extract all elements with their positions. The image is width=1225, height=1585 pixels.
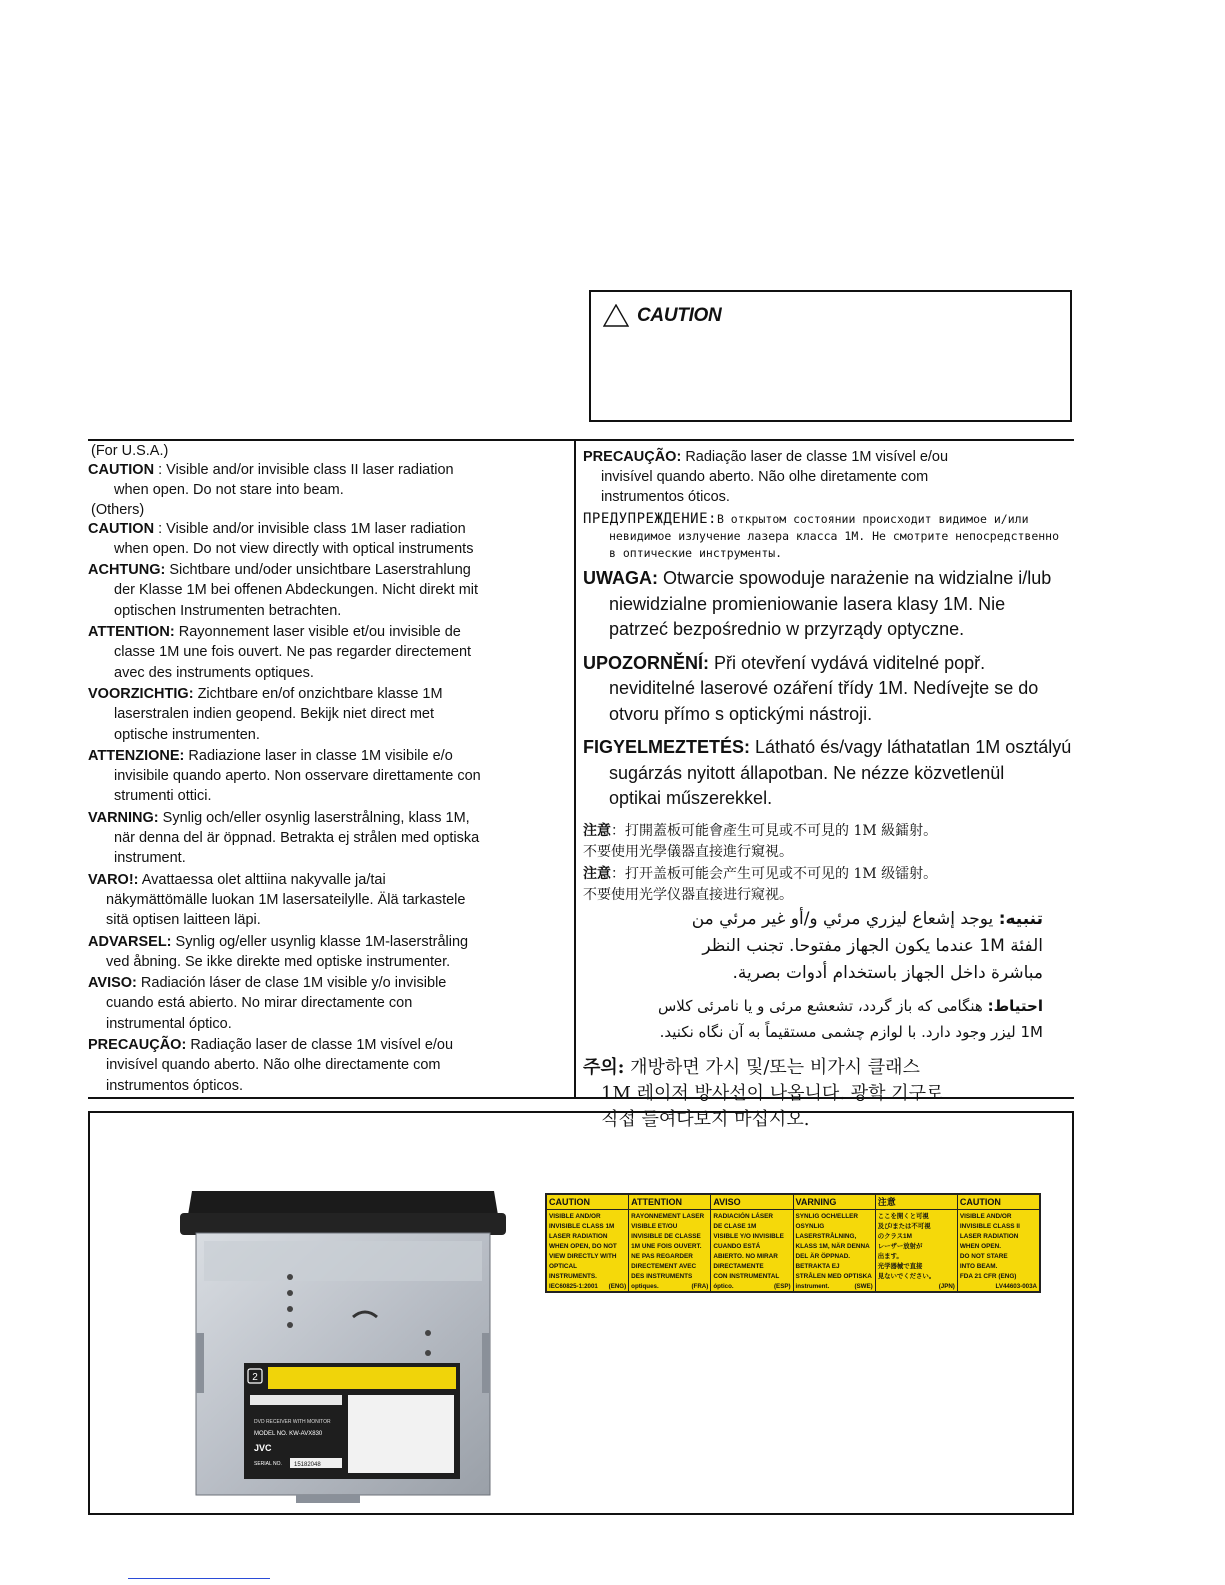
warning-label: UWAGA: xyxy=(583,568,658,588)
sticker-footer-left: optiques. xyxy=(631,1283,659,1290)
warning-text-line: 직접 들여다보지 마십시오. xyxy=(601,1108,810,1130)
warning-label: UPOZORNĚNÍ: xyxy=(583,652,709,673)
warning-text-line: when open. Do not stare into beam. xyxy=(114,482,344,499)
warning-entry xyxy=(583,447,1073,507)
warning-entry xyxy=(88,932,558,973)
warning-text-line: Visible and/or invisible class II laser radiation xyxy=(166,462,454,478)
warning-label: 주의: xyxy=(583,1056,625,1078)
warning-label: AVISO: xyxy=(88,975,137,992)
sticker-footer-right: (ENG) xyxy=(608,1283,627,1290)
warning-text-line: в оптические инструменты. xyxy=(609,546,783,560)
warning-text-line: instrument. xyxy=(114,850,186,867)
warning-text-line: sugárzás nyitott állapotban. Ne nézze közvetlenül xyxy=(609,762,1005,783)
warning-text-line: مباشرة داخل الجهاز باستخدام أدوات بصرية. xyxy=(732,962,1043,983)
warning-text-line: laserstralen indien geopend. Bekijk niet direct met xyxy=(114,706,434,723)
warning-entry xyxy=(583,993,1043,1045)
region-heading: (For U.S.A.) xyxy=(91,443,169,459)
table-column-divider xyxy=(574,439,576,1099)
warning-text-line: Radiazione laser in classe 1M visibile e/o xyxy=(188,747,453,764)
warning-text-line: optischen Instrumenten betrachten. xyxy=(114,602,342,619)
label-location-frame xyxy=(88,1111,1074,1515)
warning-text-line: Visible and/or invisible class 1M laser radiation xyxy=(166,520,466,537)
warning-label: CAUTION xyxy=(88,462,155,478)
warning-entry xyxy=(583,566,1073,643)
warning-separator: ： xyxy=(611,822,625,839)
warning-text-line: instrumental óptico. xyxy=(106,1015,232,1032)
warning-entry xyxy=(583,820,1073,842)
warning-entry xyxy=(88,808,558,869)
warning-separator: : xyxy=(154,520,167,537)
warning-entry xyxy=(583,906,1043,987)
warning-separator: : xyxy=(154,462,167,478)
warnings-left-column xyxy=(88,443,558,1097)
label-brand: JVC xyxy=(254,1443,272,1453)
warning-entry xyxy=(583,511,1073,562)
warning-label: ACHTUNG: xyxy=(88,562,166,579)
warning-entry xyxy=(583,863,1073,885)
label-badge: 2 xyxy=(252,1372,258,1383)
warning-entry xyxy=(583,735,1073,812)
warning-entry xyxy=(88,560,558,621)
warning-label: ATTENTION: xyxy=(88,624,175,641)
label-product: DVD RECEIVER WITH MONITOR xyxy=(254,1419,331,1425)
warning-label: VARO!: xyxy=(88,871,139,888)
warning-text-line: Radiación láser de clase 1M visible y/o invisible xyxy=(140,975,447,992)
table-top-rule xyxy=(88,439,1074,441)
warning-text-line: Rayonnement laser visible et/ou invisible de xyxy=(178,624,461,641)
sticker-footer xyxy=(796,1283,873,1290)
warning-entry xyxy=(88,684,558,745)
device-bottom-view xyxy=(178,1183,508,1505)
warning-label: تنبيه: xyxy=(998,908,1043,929)
sticker-heading: VARNING xyxy=(794,1196,875,1210)
sticker-footer-right: LV44603-003A xyxy=(995,1283,1038,1290)
sticker-footer xyxy=(960,1283,1037,1290)
footer-rule xyxy=(128,1578,270,1579)
sticker-text: VISIBLE AND/OR INVISIBLE CLASS II LASER RADIATION WHEN OPEN. DO NOT STARE INTO BEAM. FDA 21 CFR (ENG) xyxy=(959,1213,1020,1280)
sticker-panel xyxy=(794,1195,876,1291)
warning-label: PRECAUÇÃO: xyxy=(88,1037,187,1054)
warning-text-line: cuando está abierto. No mirar directamente con xyxy=(106,995,413,1012)
caution-title: CAUTION xyxy=(637,304,722,326)
warning-text-line: 개방하면 가시 및/또는 비가시 클래스 xyxy=(630,1056,920,1078)
warning-text-line: невидимое излучение лазера класса 1M. Не смотрите непосредственно xyxy=(609,529,1060,543)
warning-text-line: instrumentos ópticos. xyxy=(106,1077,244,1094)
sticker-footer-right: (SWE) xyxy=(854,1283,873,1290)
warning-entry xyxy=(88,519,558,560)
device-photo xyxy=(178,1183,508,1510)
warnings-right-column xyxy=(583,447,1073,1137)
caution-header-box xyxy=(589,290,1072,422)
sticker-footer-left: IEC60825-1:2001 xyxy=(549,1283,598,1290)
warning-text-line: Avattaessa olet alttiina nakyvalle ja/tai xyxy=(141,871,386,888)
warning-label: ПРЕДУПРЕЖДЕНИЕ: xyxy=(583,511,717,527)
warning-entry xyxy=(88,622,558,683)
warning-entry xyxy=(88,460,558,501)
sticker-footer xyxy=(549,1283,626,1290)
laser-warning-sticker xyxy=(545,1193,1041,1293)
warning-text-line: neviditelné laserové ozáření třídy 1M. Nedívejte se do xyxy=(609,678,1039,698)
sticker-text: ここを開くと可視 及び/または不可視 のクラス1M レーザー放射が 出ます。 光学器械で直接 見ないでください。 xyxy=(877,1213,936,1280)
warning-text-line: classe 1M une fois ouvert. Ne pas regarder directement xyxy=(114,644,472,661)
warning-label: CAUTION xyxy=(88,520,155,537)
warning-entry xyxy=(88,973,558,1034)
warning-text-line: optische instrumenten. xyxy=(114,726,260,743)
warning-label: 注意 xyxy=(583,864,611,881)
warning-triangle-icon xyxy=(603,304,629,327)
sticker-panel xyxy=(629,1195,711,1291)
warning-text-line: invisível quando aberto. Não olhe directamente com xyxy=(106,1057,441,1074)
label-model: MODEL NO. KW-AVX830 xyxy=(254,1431,323,1437)
warning-text-line: Radiação laser de classe 1M visível e/ou xyxy=(190,1037,454,1054)
caution-heading xyxy=(603,304,721,327)
warning-text-line: strumenti ottici. xyxy=(114,788,212,805)
warning-entry xyxy=(88,1035,558,1096)
warning-text-line: när denna del är öppnad. Betrakta ej strålen med optiska xyxy=(114,830,480,847)
warning-label: احتیاط: xyxy=(987,996,1043,1015)
sticker-footer xyxy=(713,1283,790,1290)
sticker-footer-right: (ESP) xyxy=(774,1283,791,1290)
warning-text-line: instrumentos óticos. xyxy=(601,489,730,505)
sticker-footer xyxy=(631,1283,708,1290)
warning-entry xyxy=(88,870,558,931)
warning-text-line: sitä optisen laitteen läpi. xyxy=(106,912,261,929)
region-heading: (Others) xyxy=(91,501,145,518)
sticker-heading: AVISO xyxy=(711,1196,792,1210)
warning-text-line: otvoru přímo s optickými nástroji. xyxy=(609,703,873,724)
warning-text-line: patrzeć bezpośrednio w przyrządy optyczne. xyxy=(609,619,965,639)
sticker-panel xyxy=(876,1195,958,1291)
sticker-text: RADIACIÓN LÁSER DE CLASE 1M VISIBLE Y/O INVISIBLE CUANDO ESTÁ ABIERTO. NO MIRAR DIRECTAMENTE CON INSTRUMENTAL xyxy=(713,1213,784,1280)
warning-text-line: 1M 레이저 방사선이 나옵니다. 광학 기구로 xyxy=(601,1082,944,1104)
warning-text-line: Otwarcie spowoduje narażenie na widzialne i/lub xyxy=(663,568,1052,588)
warning-text-line: invisível quando aberto. Não olhe diretamente com xyxy=(601,469,929,485)
warning-text-line: Radiação laser de classe 1M visível e/ou xyxy=(685,449,949,465)
sticker-panel xyxy=(711,1195,793,1291)
sticker-heading: 注意 xyxy=(876,1196,957,1210)
warning-text-line: invisibile quando aperto. Non osservare direttamente con xyxy=(114,768,481,785)
sticker-footer-left: instrument. xyxy=(795,1283,830,1290)
warning-label: FIGYELMEZTETÉS: xyxy=(583,737,751,757)
warning-label: PRECAUÇÃO: xyxy=(583,449,682,465)
sticker-heading: CAUTION xyxy=(547,1196,628,1210)
warning-text-line: Synlig og/eller usynlig klasse 1M-laserstråling xyxy=(175,933,469,950)
warning-label: ADVARSEL: xyxy=(88,933,172,950)
sticker-footer xyxy=(878,1283,955,1290)
warning-entry xyxy=(583,842,1073,863)
warning-text-line: Synlig och/eller osynlig laserstrålning, klass 1M, xyxy=(162,809,470,826)
warning-entry xyxy=(88,746,558,807)
warning-label: 注意 xyxy=(583,821,611,838)
warning-text-line: Sichtbare und/oder unsichtbare Laserstrahlung xyxy=(169,562,471,579)
warning-text-line: 打開蓋板可能會產生可見或不可見的 1M 級鐳射。 xyxy=(625,822,938,839)
warning-text-line: В открытом состоянии происходит видимое и/или xyxy=(716,512,1029,526)
warning-text-line: 不要使用光学仪器直接进行窥视。 xyxy=(583,886,793,903)
sticker-panel xyxy=(958,1195,1039,1291)
warning-text-line: optikai műszerekkel. xyxy=(609,788,773,808)
warning-label: VARNING: xyxy=(88,809,159,826)
sticker-heading: ATTENTION xyxy=(629,1196,710,1210)
label-serial-caption: SERIAL NO. xyxy=(254,1461,282,1467)
sticker-text: SYNLIG OCH/ELLER OSYNLIG LASERSTRÅLNING, KLASS 1M, NÄR DENNA DEL ÄR ÖPPNAD. BETRAKTA EJ STRÅLEN MED OPTISKA xyxy=(795,1213,872,1280)
warning-text-line: هنگامی که باز گردد، تشعشع مرئی و یا نامرئی کلاس xyxy=(657,996,983,1015)
sticker-footer-right: (JPN) xyxy=(938,1283,955,1290)
warning-text-line: Látható és/vagy láthatatlan 1M osztályú xyxy=(755,737,1072,757)
sticker-text: RAYONNEMENT LASER VISIBLE ET/OU INVISIBLE DE CLASSE 1M UNE FOIS OUVERT. NE PAS REGARDER DIRECTEMENT AVEC DES INSTRUMENTS xyxy=(631,1213,705,1280)
sticker-footer-right: (FRA) xyxy=(691,1283,709,1290)
warning-label: VOORZICHTIG: xyxy=(88,685,194,702)
warning-text-line: يوجد إشعاع ليزري مرئي و/أو غير مرئي من xyxy=(691,908,994,929)
sticker-heading: CAUTION xyxy=(958,1196,1039,1210)
warning-label: ATTENZIONE: xyxy=(88,747,185,764)
warning-text-line: 打开盖板可能会产生可见或不可见的 1M 级镭射。 xyxy=(625,865,938,882)
warning-text-line: Při otevření vydává viditelné popř. xyxy=(714,652,986,673)
label-serial: 15182048 xyxy=(294,1462,321,1468)
warning-text-line: näkymättömälle luokan 1M lasersateilylle. Älä tarkastele xyxy=(106,891,466,908)
warning-text-line: Zichtbare en/of onzichtbare klasse 1M xyxy=(197,685,443,702)
sticker-text: VISIBLE AND/OR INVISIBLE CLASS 1M LASER RADIATION WHEN OPEN, DO NOT VIEW DIRECTLY WITH OPTICAL INSTRUMENTS. xyxy=(549,1213,617,1280)
warning-text-line: 不要使用光學儀器直接進行窺視。 xyxy=(583,843,793,860)
warning-text-line: الفئة 1M عندما يكون الجهاز مفتوحا. تجنب النظر xyxy=(702,935,1043,956)
sticker-footer-left: óptico. xyxy=(713,1283,734,1290)
warning-entry xyxy=(583,651,1073,728)
warning-text-line: niewidzialne promieniowanie lasera klasy 1M. Nie xyxy=(609,593,1006,614)
warning-text-line: ved åbning. Se ikke direkte med optiske instrumenter. xyxy=(106,953,451,970)
sticker-panel xyxy=(547,1195,629,1291)
warning-separator: ： xyxy=(611,865,625,882)
warning-text-line: when open. Do not view directly with optical instruments xyxy=(114,540,474,557)
warning-entry xyxy=(583,885,1073,906)
warning-text-line: 1M لیزر وجود دارد. با لوازم چشمی مستقیماً به آن نگاه نکنید. xyxy=(659,1022,1043,1041)
warning-text-line: avec des instruments optiques. xyxy=(114,664,314,681)
warning-text-line: der Klasse 1M bei offenen Abdeckungen. Nicht direkt mit xyxy=(114,582,479,599)
